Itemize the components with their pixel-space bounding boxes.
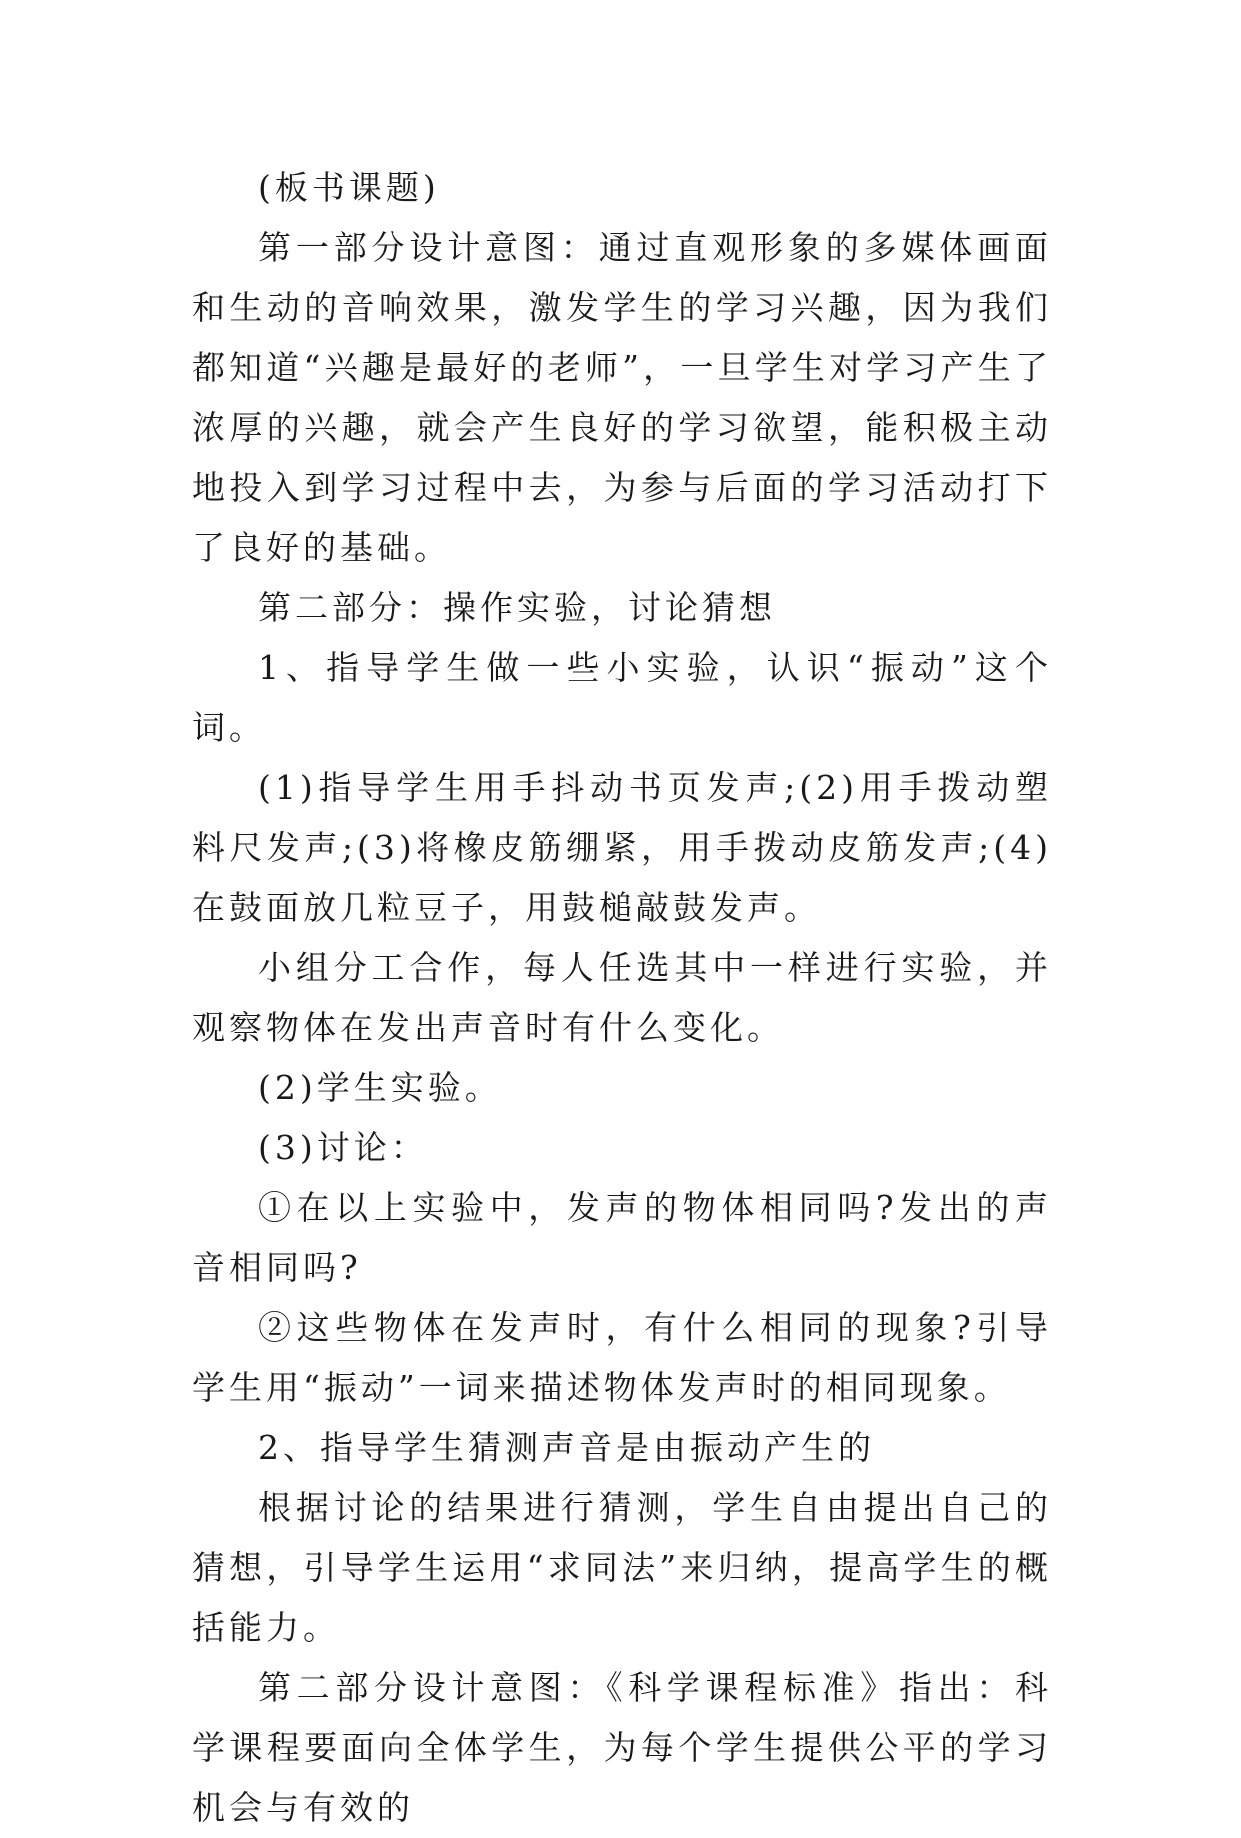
paragraph-question-1: ①在以上实验中，发声的物体相同吗?发出的声音相同吗?: [192, 1188, 1052, 1287]
paragraph-guess-method: 根据讨论的结果进行猜测，学生自由提出自己的猜想，引导学生运用“求同法”来归纳，提高学生的概括能力。: [192, 1488, 1052, 1647]
paragraph-experiments-list: (1)指导学生用手抖动书页发声;(2)用手拨动塑料尺发声;(3)将橡皮筋绷紧，用手拨动皮筋发声;(4)在鼓面放几粒豆子，用鼓槌敲鼓发声。: [192, 768, 1052, 927]
paragraph-discussion: (3)讨论：: [258, 1128, 428, 1167]
paragraph-part2-design-intent: 第二部分设计意图：《科学课程标准》指出：科学课程要面向全体学生，为每个学生提供公平的学习机会与有效的: [192, 1668, 1052, 1827]
paragraph-step-1: 1、指导学生做一些小实验，认识“振动”这个词。: [192, 648, 1052, 747]
paragraph-part1-design-intent: 第一部分设计意图：通过直观形象的多媒体画面和生动的音响效果，激发学生的学习兴趣，因为我们都知道“兴趣是最好的老师”，一旦学生对学习产生了浓厚的兴趣，就会产生良好的学习欲望，能积极主动地投入到学习过程中去，为参与后面的学习活动打下了良好的基础。: [192, 228, 1052, 567]
document-body: [192, 158, 1052, 1838]
paragraph-part2-heading: 第二部分：操作实验，讨论猜想: [258, 588, 776, 627]
paragraph-board-title: (板书课题): [258, 168, 440, 207]
paragraph-student-experiment: (2)学生实验。: [258, 1068, 502, 1107]
paragraph-step-2: 2、指导学生猜测声音是由振动产生的: [258, 1428, 875, 1467]
paragraph-question-2: ②这些物体在发声时，有什么相同的现象?引导学生用“振动”一词来描述物体发声时的相同现象。: [192, 1308, 1052, 1407]
paragraph-group-work: 小组分工合作，每人任选其中一样进行实验，并观察物体在发出声音时有什么变化。: [192, 948, 1052, 1047]
